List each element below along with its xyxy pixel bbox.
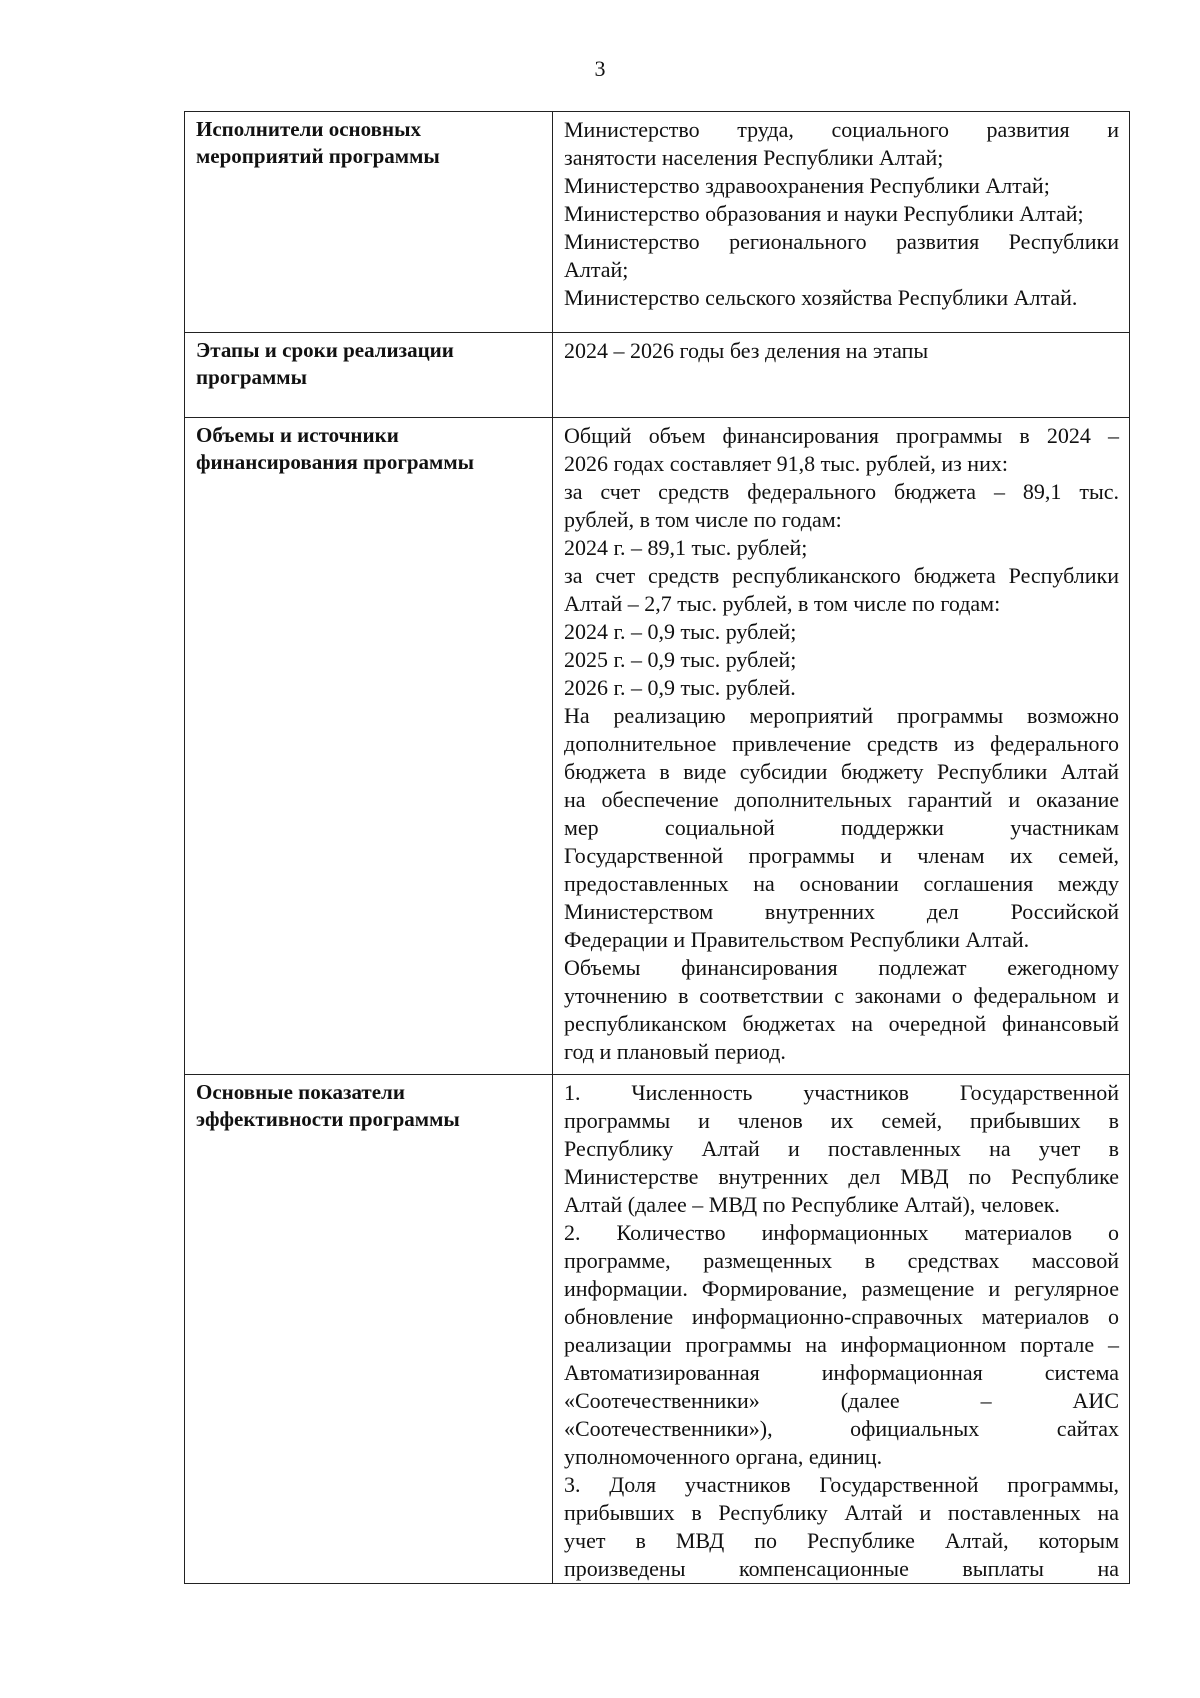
- value-line: за счет средств республиканского бюджета Республики: [564, 563, 1119, 588]
- value-line: 2024 – 2026 годы без деления на этапы: [564, 338, 929, 363]
- value-line: «Соотечественники» (далее – АИС: [564, 1388, 1119, 1413]
- value-paragraph: [564, 1219, 1119, 1471]
- value-line: рублей, в том числе по годам:: [564, 507, 842, 532]
- value-paragraph: [564, 562, 1119, 618]
- table-row-indicators: [185, 1075, 1130, 1584]
- value-line: Министерстве внутренних дел МВД по Республике: [564, 1164, 1119, 1189]
- value-line: дополнительное привлечение средств из федерального: [564, 731, 1119, 756]
- value-paragraph: [564, 674, 1119, 702]
- row-label-line: эффективности программы: [196, 1107, 460, 1131]
- value-paragraph: [564, 116, 1119, 172]
- row-value: [553, 333, 1130, 418]
- row-label-line: программы: [196, 365, 307, 389]
- value-line: Алтай – 2,7 тыс. рублей, в том числе по годам:: [564, 591, 1001, 616]
- value-line: произведены компенсационные выплаты на: [564, 1556, 1119, 1581]
- value-line: 1. Численность участников Государственной: [564, 1080, 1119, 1105]
- value-paragraph: [564, 534, 1119, 562]
- value-line: 2. Количество информационных материалов о: [564, 1220, 1119, 1245]
- value-line: обновление информационно-справочных материалов о: [564, 1304, 1119, 1329]
- value-line: 3. Доля участников Государственной программы,: [564, 1472, 1119, 1497]
- value-line: Министерство сельского хозяйства Республики Алтай.: [564, 285, 1078, 310]
- value-line: на обеспечение дополнительных гарантий и оказание: [564, 787, 1119, 812]
- value-line: «Соотечественники»), официальных сайтах: [564, 1416, 1119, 1441]
- page-number: 3: [594, 56, 606, 81]
- value-line: реализации программы на информационном портале –: [564, 1332, 1119, 1357]
- value-line: На реализацию мероприятий программы возможно: [564, 703, 1119, 728]
- value-line: 2026 годах составляет 91,8 тыс. рублей, из них:: [564, 451, 1008, 476]
- value-line: Общий объем финансирования программы в 2024 –: [564, 423, 1119, 448]
- value-line: 2025 г. – 0,9 тыс. рублей;: [564, 647, 797, 672]
- row-label-line: мероприятий программы: [196, 144, 440, 168]
- value-line: программы и членов их семей, прибывших в: [564, 1108, 1119, 1133]
- value-line: Алтай;: [564, 257, 629, 282]
- value-paragraph: [564, 200, 1119, 228]
- row-label: [185, 333, 553, 418]
- value-line: республиканском бюджетах на очередной финансовый: [564, 1011, 1119, 1036]
- value-line: 2026 г. – 0,9 тыс. рублей.: [564, 675, 796, 700]
- value-paragraph: [564, 172, 1119, 200]
- row-label-line: Этапы и сроки реализации: [196, 338, 454, 362]
- value-line: Объемы финансирования подлежат ежегодному: [564, 955, 1119, 980]
- row-label: [185, 112, 553, 333]
- value-line: предоставленных на основании соглашения между: [564, 871, 1119, 896]
- value-line: Министерство регионального развития Республики: [564, 229, 1119, 254]
- value-line: Министерство труда, социального развития и: [564, 117, 1119, 142]
- value-line: 2024 г. – 0,9 тыс. рублей;: [564, 619, 797, 644]
- table-row-funding: [185, 418, 1130, 1075]
- value-line: уточнению в соответствии с законами о федеральном и: [564, 983, 1119, 1008]
- row-value: [553, 112, 1130, 333]
- value-line: уполномоченного органа, единиц.: [564, 1444, 883, 1469]
- value-line: прибывших в Республику Алтай и поставленных на: [564, 1500, 1119, 1525]
- row-label-line: Объемы и источники: [196, 423, 399, 447]
- value-line: Алтай (далее – МВД по Республике Алтай), человек.: [564, 1192, 1060, 1217]
- value-paragraph: [564, 702, 1119, 954]
- value-paragraph: [564, 422, 1119, 478]
- row-label-line: Исполнители основных: [196, 117, 421, 141]
- value-paragraph: [564, 478, 1119, 534]
- row-label: [185, 418, 553, 1075]
- value-line: программе, размещенных в средствах массовой: [564, 1248, 1119, 1273]
- value-line: Республику Алтай и поставленных на учет в: [564, 1136, 1119, 1161]
- row-value: [553, 1075, 1130, 1584]
- value-line: Автоматизированная информационная система: [564, 1360, 1119, 1385]
- value-line: Министерством внутренних дел Российской: [564, 899, 1119, 924]
- value-line: за счет средств федерального бюджета – 89,1 тыс.: [564, 479, 1119, 504]
- row-value: [553, 418, 1130, 1075]
- value-line: Министерство здравоохранения Республики Алтай;: [564, 173, 1050, 198]
- value-line: занятости населения Республики Алтай;: [564, 145, 944, 170]
- value-line: Федерации и Правительством Республики Алтай.: [564, 927, 1030, 952]
- value-line: информации. Формирование, размещение и регулярное: [564, 1276, 1119, 1301]
- value-paragraph: [564, 1079, 1119, 1219]
- table-row-executors: [185, 112, 1130, 333]
- row-label-line: финансирования программы: [196, 450, 475, 474]
- value-paragraph: [564, 337, 1119, 365]
- value-paragraph: [564, 1471, 1119, 1583]
- value-paragraph: [564, 284, 1119, 312]
- row-label-line: Основные показатели: [196, 1080, 405, 1104]
- value-paragraph: [564, 618, 1119, 646]
- value-line: Министерство образования и науки Республики Алтай;: [564, 201, 1084, 226]
- value-paragraph: [564, 954, 1119, 1066]
- value-line: Государственной программы и членам их семей,: [564, 843, 1119, 868]
- row-label: [185, 1075, 553, 1584]
- program-passport-table: [184, 111, 1130, 1584]
- table-row-stages-and-terms: [185, 333, 1130, 418]
- value-paragraph: [564, 228, 1119, 284]
- value-line: мер социальной поддержки участникам: [564, 815, 1119, 840]
- value-line: год и плановый период.: [564, 1039, 786, 1064]
- value-paragraph: [564, 646, 1119, 674]
- value-line: 2024 г. – 89,1 тыс. рублей;: [564, 535, 808, 560]
- value-line: бюджета в виде субсидии бюджету Республики Алтай: [564, 759, 1119, 784]
- value-line: учет в МВД по Республике Алтай, которым: [564, 1528, 1119, 1553]
